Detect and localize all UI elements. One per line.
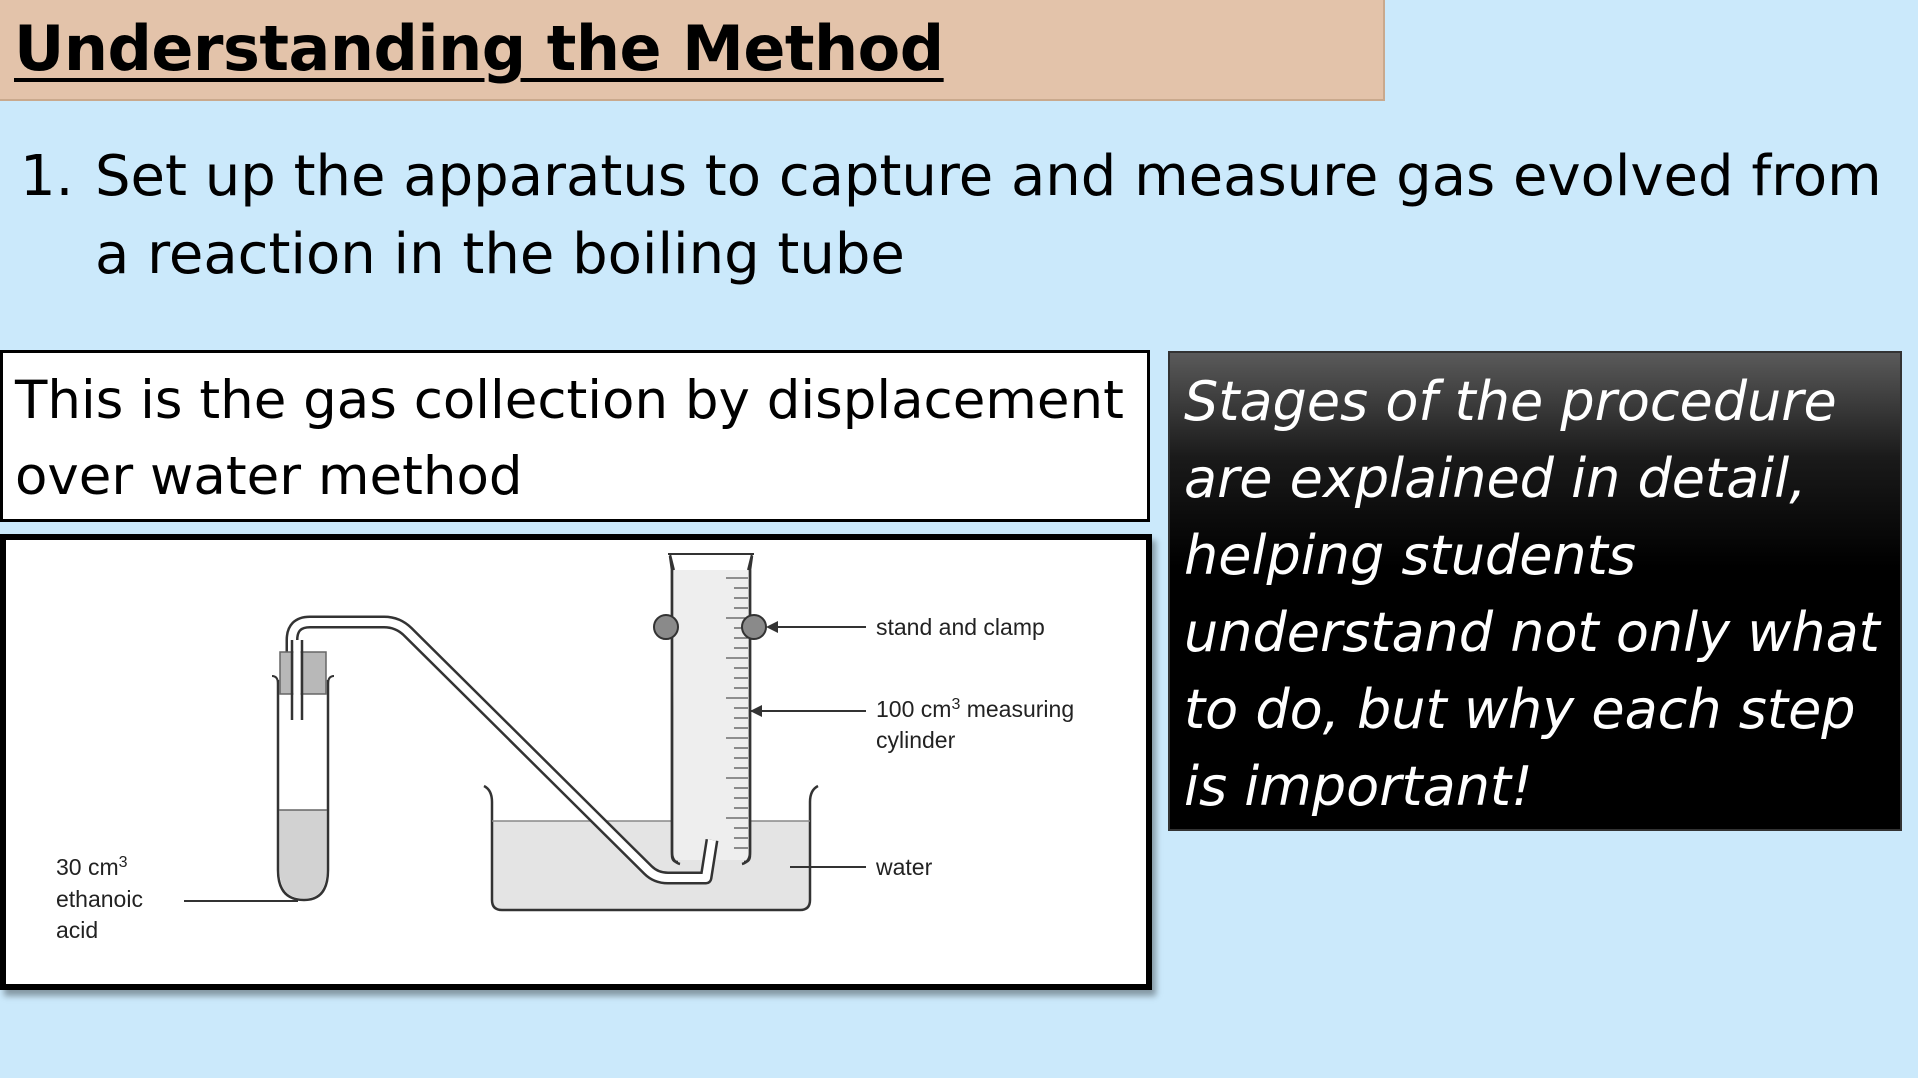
stand-and-clamp-label: stand and clamp — [876, 614, 1045, 640]
acid-label-line3: acid — [56, 917, 99, 943]
note-text: Stages of the procedure are explained in detail, helping students understand not only what to do, but why each step is important! — [1184, 370, 1880, 818]
page-title: Understanding the Method — [14, 12, 944, 85]
acid-name-label: ethanoic — [56, 886, 143, 912]
measuring-cylinder-label-line2: cylinder — [876, 727, 956, 753]
step-number: 1. — [20, 144, 74, 209]
acid-liquid — [280, 810, 327, 899]
measuring-cylinder-label: 100 $cm^3$ measuring — [876, 696, 1075, 722]
method-caption: This is the gas collection by displacement over water method — [15, 370, 1124, 507]
note-box — [1168, 351, 1902, 831]
apparatus-illustration — [6, 540, 1146, 984]
cylinder-body — [674, 570, 748, 860]
title-bar — [0, 0, 1385, 101]
method-caption-box — [0, 350, 1150, 522]
acid-volume-label: 30 $cm^3$ — [56, 854, 128, 880]
clamp-knob-left — [654, 615, 678, 639]
step-text: Set up the apparatus to capture and measure gas evolved from a reaction in the boiling tube — [95, 144, 1882, 287]
apparatus-diagram — [0, 534, 1152, 990]
water-label: water — [876, 854, 933, 880]
clamp-knob-right — [742, 615, 766, 639]
